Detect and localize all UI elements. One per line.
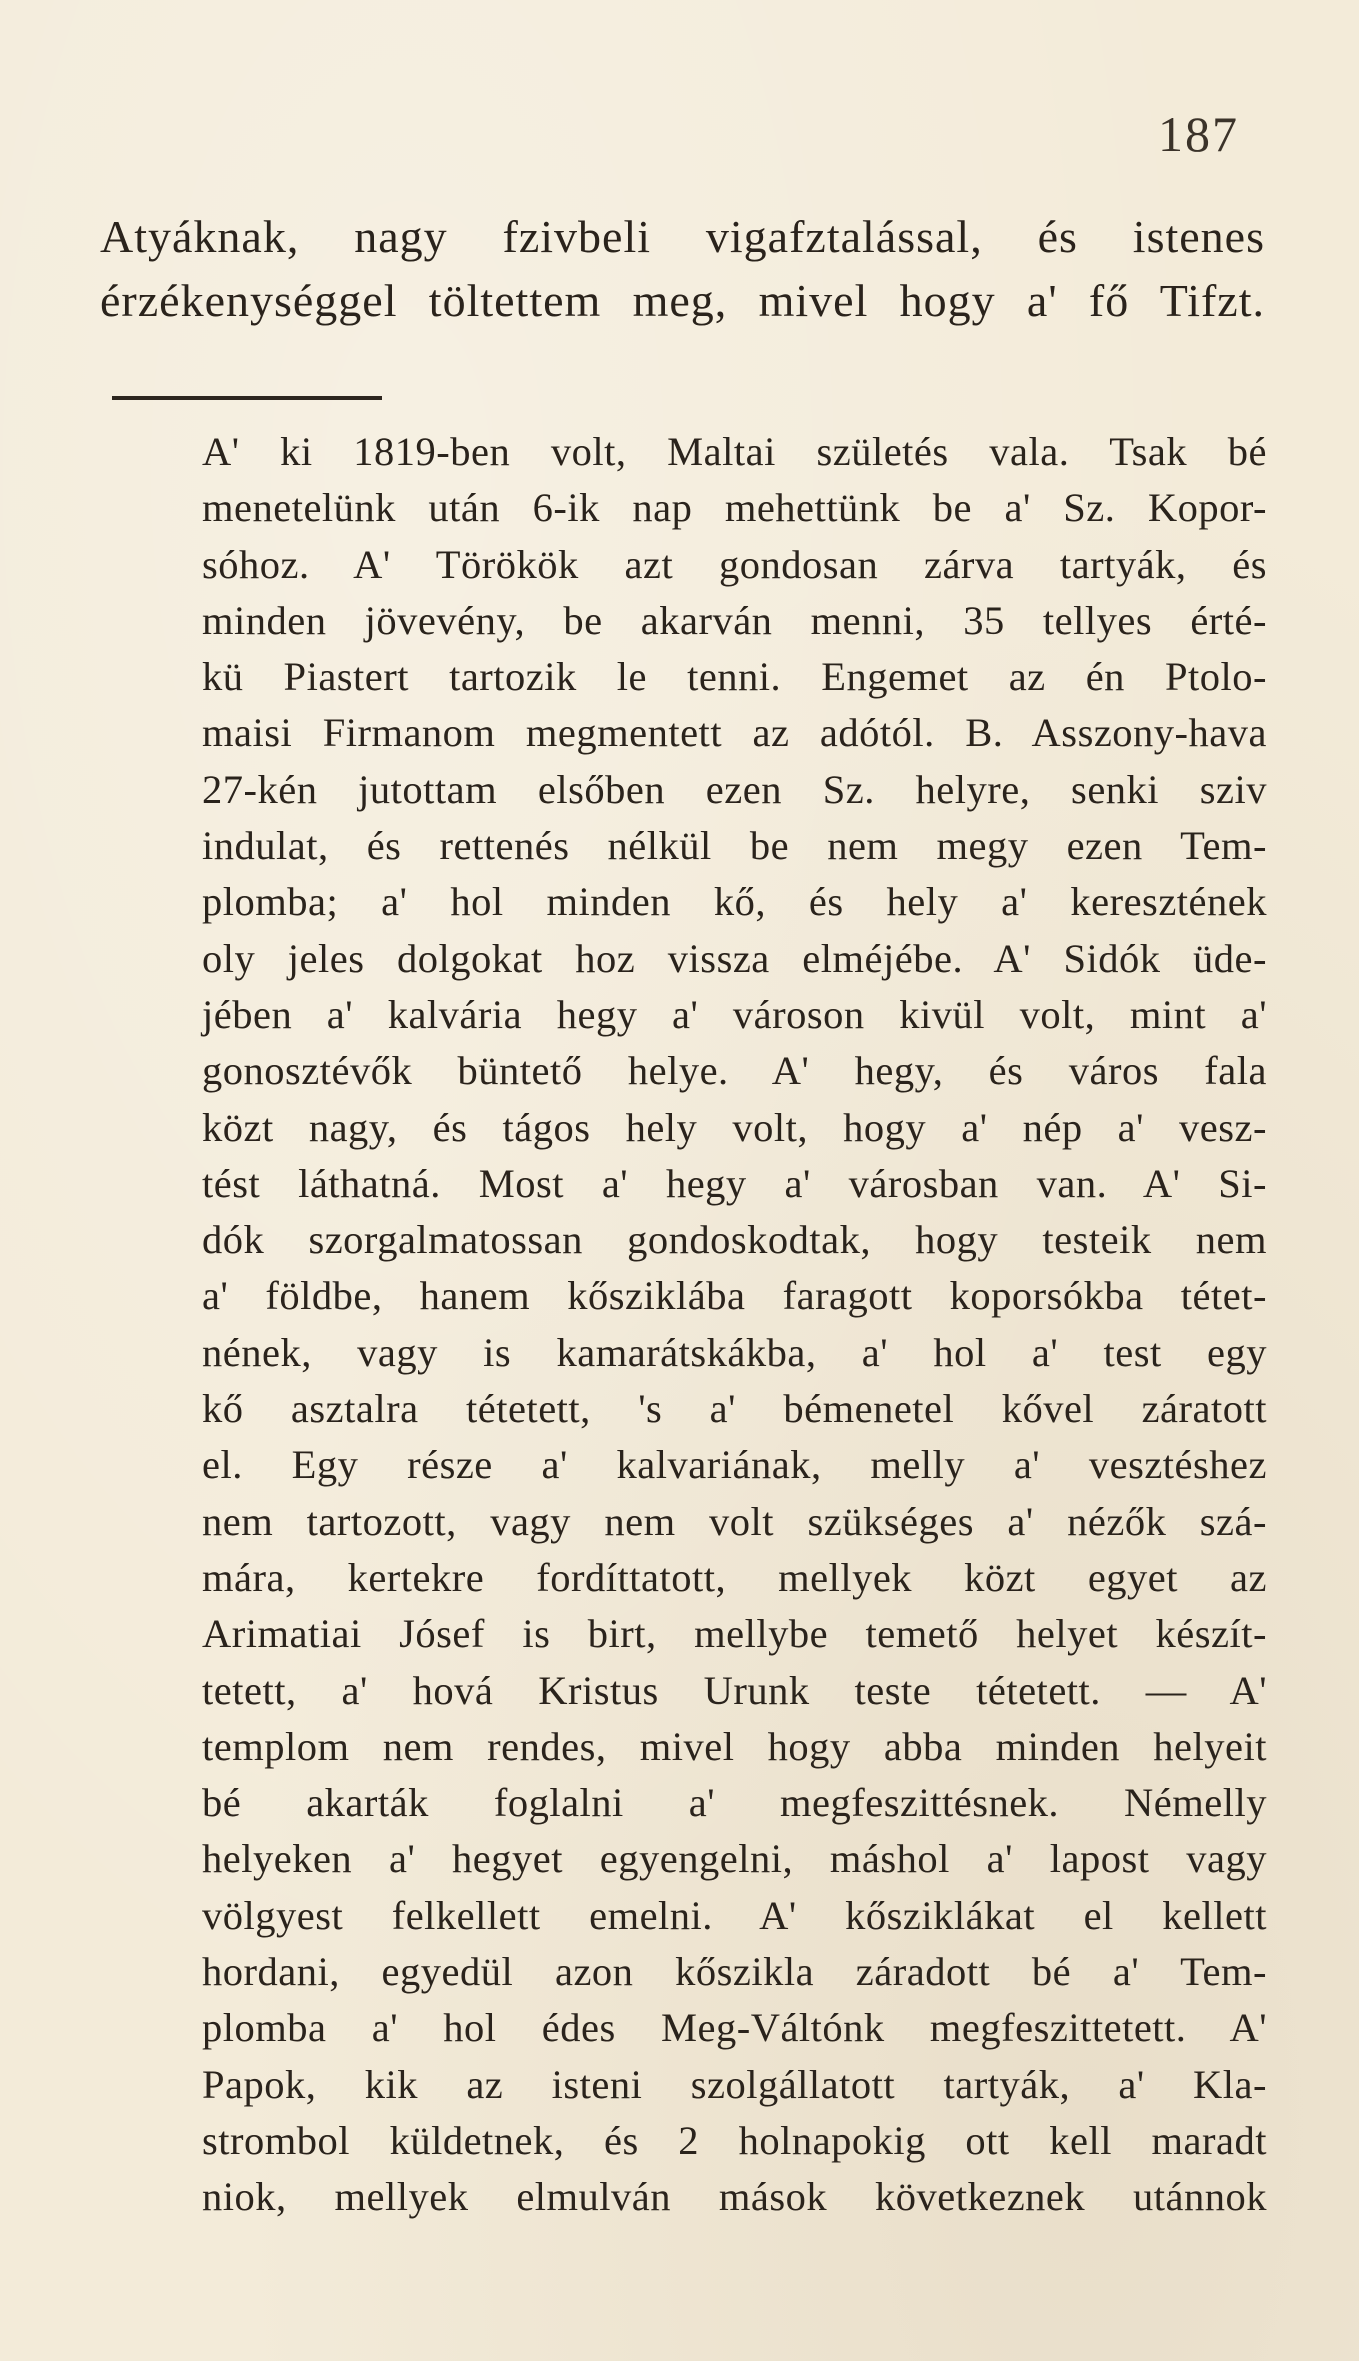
footnote-line: dók szorgalmatossan gondoskodtak, hogy testeik nem (202, 1217, 1267, 1263)
footnote-line: A' ki 1819-ben volt, Maltai születés vala. Tsak bé (202, 429, 1267, 474)
footnote-line: 27-kén jutottam elsőben ezen Sz. helyre, senki sziv (202, 766, 1267, 812)
footnote-text (202, 424, 1267, 2226)
footnote-rule (112, 396, 382, 400)
footnote-line: plomba; a' hol minden kő, és hely a' keresztének (202, 879, 1267, 925)
footnote-line: völgyest felkellett emelni. A' kősziklákat el kellett (202, 1892, 1267, 1938)
page-number: 187 (1158, 106, 1239, 162)
footnote-line: menetelünk után 6-ik nap mehettünk be a' Sz. Kopor- (202, 485, 1267, 531)
footnote-line: bé akarták foglalni a' megfeszittésnek. Némelly (202, 1780, 1267, 1826)
footnote-line: gonosztévők büntető helye. A' hegy, és város fala (202, 1048, 1267, 1094)
footnote-line: plomba a' hol édes Meg-Váltónk megfeszittetett. A' (202, 2005, 1267, 2051)
text-line: érzékenységgel töltettem meg, mivel hogy a' fő Tifzt. (100, 275, 1265, 326)
footnote-line: niok, mellyek elmulván mások következnek utánnok (202, 2174, 1267, 2220)
footnote-line: hordani, egyedül azon kőszikla záradott bé a' Tem- (202, 1949, 1267, 1995)
footnote-line: strombol küldetnek, és 2 holnapokig ott kell maradt (202, 2117, 1267, 2163)
footnote-line: helyeken a' hegyet egyengelni, máshol a' lapost vagy (202, 1836, 1267, 1882)
footnote-line: kü Piastert tartozik le tenni. Engemet az én Ptolo- (202, 654, 1267, 700)
footnote-line: minden jövevény, be akarván menni, 35 tellyes érté- (202, 597, 1267, 643)
footnote-line: sóhoz. A' Törökök azt gondosan zárva tartyák, és (202, 541, 1267, 587)
footnote-line: templom nem rendes, mivel hogy abba minden helyeit (202, 1723, 1267, 1769)
text-line: Atyáknak, nagy fzivbeli vigafztalással, és istenes (100, 211, 1265, 262)
footnote-line: tetett, a' hová Kristus Urunk teste tétetett. — A' (202, 1667, 1267, 1713)
body-text (100, 205, 1265, 333)
footnote-line: közt nagy, és tágos hely volt, hogy a' nép a' vesz- (202, 1104, 1267, 1150)
footnote-line: el. Egy része a' kalvariának, melly a' vesztéshez (202, 1442, 1267, 1488)
footnote-line: oly jeles dolgokat hoz vissza elméjébe. A' Sidók üde- (202, 935, 1267, 981)
footnote-line: tést láthatná. Most a' hegy a' városban van. A' Si- (202, 1160, 1267, 1206)
footnote-line: nem tartozott, vagy nem volt szükséges a' nézők szá- (202, 1498, 1267, 1544)
footnote-line: Arimatiai Jósef is birt, mellybe temető helyet készít- (202, 1611, 1267, 1657)
footnote-line: maisi Firmanom megmentett az adótól. B. Asszony-hava (202, 710, 1267, 756)
footnote-line: jében a' kalvária hegy a' városon kivül volt, mint a' (202, 991, 1267, 1037)
footnote-line: indulat, és rettenés nélkül be nem megy ezen Tem- (202, 823, 1267, 869)
footnote-line: mára, kertekre fordíttatott, mellyek közt egyet az (202, 1554, 1267, 1600)
footnote-line: kő asztalra tétetett, 's a' bémenetel kővel záratott (202, 1386, 1267, 1432)
footnote-line: nének, vagy is kamarátskákba, a' hol a' test egy (202, 1329, 1267, 1375)
footnote-line: Papok, kik az isteni szolgállatott tartyák, a' Kla- (202, 2061, 1267, 2107)
footnote-line: a' földbe, hanem kősziklába faragott koporsókba tétet- (202, 1273, 1267, 1319)
